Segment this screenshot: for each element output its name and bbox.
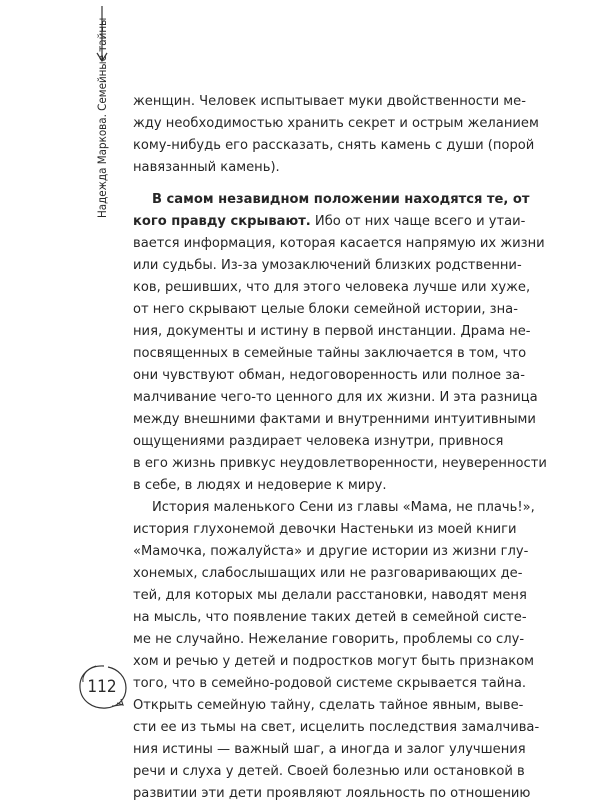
text-line: того, что в семейно-родовой системе скрывается тайна.	[133, 676, 527, 691]
text-line: кому-нибудь его рассказать, снять камень с души (порой	[133, 138, 535, 153]
text-line: История маленького Сени из главы «Мама, не плачь!»,	[152, 500, 535, 515]
text-line: хонемых, слабослышащих или не разговаривающих де-	[133, 566, 523, 581]
bold-lead-cont: кого правду скрывают.	[133, 214, 311, 229]
text-line: вается информация, которая касается напрямую их жизни	[133, 236, 545, 251]
text-line: ния, документы и истину в первой инстанции. Драма не-	[133, 324, 531, 339]
text-line: в себе, в людях и недоверие к миру.	[133, 478, 387, 493]
text-line: развитии эти дети проявляют лояльность по отношению	[133, 786, 531, 801]
running-head-title: Семейные тайны	[95, 17, 109, 115]
text-line: Открыть семейную тайну, сделать тайное явным, выве-	[133, 698, 524, 713]
text-line: они чувствуют обман, недоговоренность или полное за-	[133, 368, 525, 383]
text-line: малчивание чего-то ценного для их жизни. И эта разница	[133, 390, 538, 405]
text-line: ния истины — важный шаг, а иногда и залог улучшения	[133, 742, 526, 757]
bold-lead: В самом незавидном положении находятся те, от	[152, 192, 530, 207]
running-head	[88, 17, 116, 220]
text-line: навязанный камень).	[133, 160, 280, 175]
text-line: посвященных в семейные тайны заключается в том, что	[133, 346, 527, 361]
text-line: ощущениями раздирает человека изнутри, привнося	[133, 434, 504, 449]
text-line: ков, решивших, что для этого человека лучше или хуже,	[133, 280, 531, 295]
text-line: ме не случайно. Нежелание говорить, проблемы со слу-	[133, 632, 525, 647]
text-line: «Мамочка, пожалуйста» и другие истории из жизни глу-	[133, 544, 529, 559]
running-head-author: Надежда Маркова.	[95, 114, 109, 218]
body-text	[133, 91, 547, 805]
text-line: в его жизнь привкус неудовлетворенности, неуверенности	[133, 456, 547, 471]
text-line: от него скрывают целые блоки семейной истории, зна-	[133, 302, 518, 317]
text-line	[133, 189, 530, 211]
text-line: история глухонемой девочки Настеньки из моей книги	[133, 522, 517, 537]
svg-text:Надежда Маркова. Семейные тайн	[95, 18, 109, 218]
page-number: 112	[87, 677, 117, 697]
text-line: или судьбы. Из-за умозаключений близких родственни-	[133, 258, 522, 273]
text-line: на мысль, что появление таких детей в семейной систе-	[133, 610, 527, 625]
text-line: жду необходимостью хранить секрет и острым желанием	[133, 116, 539, 131]
paragraph-gap	[133, 179, 494, 189]
text-line: речи и слуха у детей. Своей болезнью или остановкой в	[133, 764, 525, 779]
text-line: сти ее из тьмы на свет, исцелить последствия замалчива-	[133, 720, 540, 735]
text-line	[133, 211, 526, 233]
text-line: тей, для которых мы делали расстановки, наводят меня	[133, 588, 527, 603]
text-line: между внешними фактами и внутренними интуитивными	[133, 412, 536, 427]
lead-rest: Ибо от них чаще всего и утаи-	[310, 214, 526, 229]
text-line: хом и речью у детей и подростков могут быть признаком	[133, 654, 535, 669]
text-line: женщин. Человек испытывает муки двойственности ме-	[133, 94, 526, 109]
